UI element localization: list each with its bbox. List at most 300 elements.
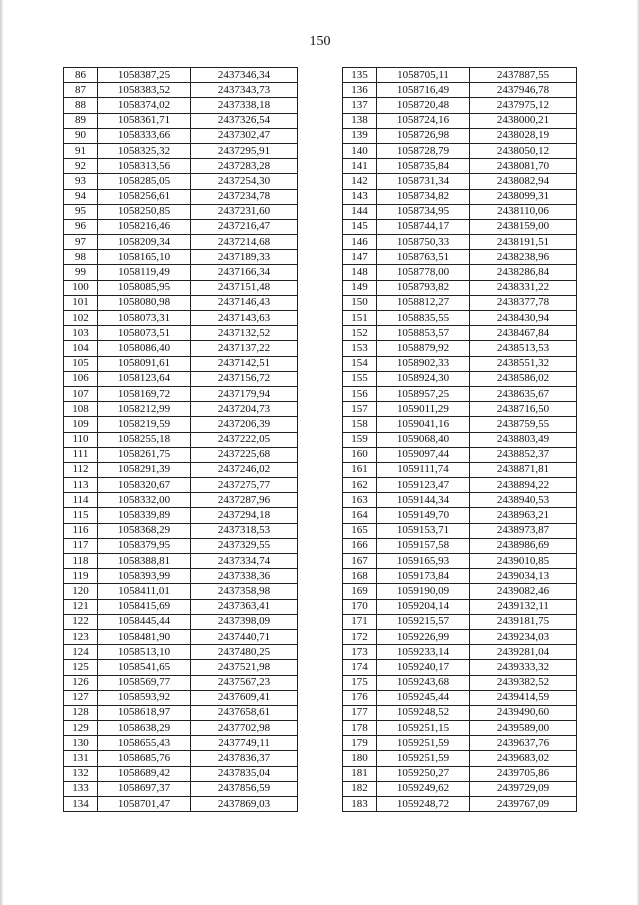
- point-number-cell: 160: [343, 447, 377, 462]
- point-number-cell: 136: [343, 83, 377, 98]
- table-row: [343, 113, 577, 128]
- x-coordinate-cell: 1058388,81: [98, 554, 191, 569]
- y-coordinate-cell: 2437132,52: [191, 326, 298, 341]
- y-coordinate-cell: 2437334,74: [191, 554, 298, 569]
- table-row: [343, 83, 577, 98]
- table-row: [64, 629, 298, 644]
- x-coordinate-cell: 1059226,99: [377, 629, 470, 644]
- point-number-cell: 142: [343, 174, 377, 189]
- table-row: [343, 174, 577, 189]
- x-coordinate-cell: 1058726,98: [377, 128, 470, 143]
- point-number-cell: 126: [64, 675, 98, 690]
- point-number-cell: 157: [343, 402, 377, 417]
- point-number-cell: 90: [64, 128, 98, 143]
- y-coordinate-cell: 2438377,78: [470, 295, 577, 310]
- table-row: [64, 462, 298, 477]
- table-row: [64, 781, 298, 796]
- table-row: [343, 356, 577, 371]
- y-coordinate-cell: 2437302,47: [191, 128, 298, 143]
- y-coordinate-cell: 2437326,54: [191, 113, 298, 128]
- table-row: [343, 554, 577, 569]
- x-coordinate-cell: 1058720,48: [377, 98, 470, 113]
- x-coordinate-cell: 1058313,56: [98, 159, 191, 174]
- point-number-cell: 127: [64, 690, 98, 705]
- table-row: [64, 341, 298, 356]
- y-coordinate-cell: 2437143,63: [191, 311, 298, 326]
- y-coordinate-cell: 2439414,59: [470, 690, 577, 705]
- table-row: [64, 386, 298, 401]
- point-number-cell: 92: [64, 159, 98, 174]
- table-row: [64, 493, 298, 508]
- table-row: [343, 295, 577, 310]
- y-coordinate-cell: 2437343,73: [191, 83, 298, 98]
- table-row: [64, 614, 298, 629]
- y-coordinate-cell: 2437189,33: [191, 250, 298, 265]
- y-coordinate-cell: 2438986,69: [470, 538, 577, 553]
- point-number-cell: 173: [343, 645, 377, 660]
- y-coordinate-cell: 2437204,73: [191, 402, 298, 417]
- y-coordinate-cell: 2439082,46: [470, 584, 577, 599]
- point-number-cell: 103: [64, 326, 98, 341]
- table-row: [64, 538, 298, 553]
- y-coordinate-cell: 2438099,31: [470, 189, 577, 204]
- y-coordinate-cell: 2438871,81: [470, 462, 577, 477]
- table-row: [343, 781, 577, 796]
- y-coordinate-cell: 2438513,53: [470, 341, 577, 356]
- point-number-cell: 147: [343, 250, 377, 265]
- y-coordinate-cell: 2438635,67: [470, 386, 577, 401]
- point-number-cell: 146: [343, 235, 377, 250]
- point-number-cell: 149: [343, 280, 377, 295]
- point-number-cell: 132: [64, 766, 98, 781]
- point-number-cell: 87: [64, 83, 98, 98]
- y-coordinate-cell: 2437287,96: [191, 493, 298, 508]
- point-number-cell: 112: [64, 462, 98, 477]
- y-coordinate-cell: 2437836,37: [191, 751, 298, 766]
- point-number-cell: 159: [343, 432, 377, 447]
- y-coordinate-cell: 2438082,94: [470, 174, 577, 189]
- y-coordinate-cell: 2439234,03: [470, 629, 577, 644]
- point-number-cell: 137: [343, 98, 377, 113]
- y-coordinate-cell: 2439181,75: [470, 614, 577, 629]
- point-number-cell: 174: [343, 660, 377, 675]
- y-coordinate-cell: 2438191,51: [470, 235, 577, 250]
- y-coordinate-cell: 2439683,02: [470, 751, 577, 766]
- x-coordinate-cell: 1059251,59: [377, 751, 470, 766]
- table-row: [64, 402, 298, 417]
- x-coordinate-cell: 1059233,14: [377, 645, 470, 660]
- point-number-cell: 113: [64, 478, 98, 493]
- table-row: [343, 219, 577, 234]
- y-coordinate-cell: 2438940,53: [470, 493, 577, 508]
- point-number-cell: 170: [343, 599, 377, 614]
- x-coordinate-cell: 1059144,34: [377, 493, 470, 508]
- x-coordinate-cell: 1058086,40: [98, 341, 191, 356]
- point-number-cell: 106: [64, 371, 98, 386]
- x-coordinate-cell: 1059215,57: [377, 614, 470, 629]
- point-number-cell: 151: [343, 311, 377, 326]
- point-number-cell: 100: [64, 280, 98, 295]
- x-coordinate-cell: 1058256,61: [98, 189, 191, 204]
- point-number-cell: 111: [64, 447, 98, 462]
- table-row: [64, 721, 298, 736]
- x-coordinate-cell: 1058618,97: [98, 705, 191, 720]
- table-row: [64, 143, 298, 158]
- table-row: [343, 508, 577, 523]
- table-row: [64, 432, 298, 447]
- table-row: [343, 584, 577, 599]
- y-coordinate-cell: 2438286,84: [470, 265, 577, 280]
- x-coordinate-cell: 1059190,09: [377, 584, 470, 599]
- x-coordinate-cell: 1058705,11: [377, 68, 470, 83]
- y-coordinate-cell: 2437214,68: [191, 235, 298, 250]
- point-number-cell: 89: [64, 113, 98, 128]
- point-number-cell: 164: [343, 508, 377, 523]
- y-coordinate-cell: 2439490,60: [470, 705, 577, 720]
- coordinates-table-right: [342, 67, 577, 812]
- y-coordinate-cell: 2438050,12: [470, 143, 577, 158]
- y-coordinate-cell: 2438467,84: [470, 326, 577, 341]
- table-row: [64, 68, 298, 83]
- y-coordinate-cell: 2439281,04: [470, 645, 577, 660]
- x-coordinate-cell: 1058716,49: [377, 83, 470, 98]
- x-coordinate-cell: 1059068,40: [377, 432, 470, 447]
- x-coordinate-cell: 1058374,02: [98, 98, 191, 113]
- table-row: [64, 113, 298, 128]
- point-number-cell: 163: [343, 493, 377, 508]
- x-coordinate-cell: 1058481,90: [98, 629, 191, 644]
- point-number-cell: 116: [64, 523, 98, 538]
- point-number-cell: 123: [64, 629, 98, 644]
- y-coordinate-cell: 2437179,94: [191, 386, 298, 401]
- x-coordinate-cell: 1058593,92: [98, 690, 191, 705]
- table-row: [343, 645, 577, 660]
- x-coordinate-cell: 1058569,77: [98, 675, 191, 690]
- point-number-cell: 175: [343, 675, 377, 690]
- y-coordinate-cell: 2437835,04: [191, 766, 298, 781]
- y-coordinate-cell: 2437338,36: [191, 569, 298, 584]
- page-number: 150: [309, 34, 331, 49]
- x-coordinate-cell: 1058685,76: [98, 751, 191, 766]
- x-coordinate-cell: 1058332,00: [98, 493, 191, 508]
- y-coordinate-cell: 2437480,25: [191, 645, 298, 660]
- table-row: [64, 295, 298, 310]
- x-coordinate-cell: 1058325,32: [98, 143, 191, 158]
- x-coordinate-cell: 1058734,95: [377, 204, 470, 219]
- x-coordinate-cell: 1058735,84: [377, 159, 470, 174]
- table-row: [64, 690, 298, 705]
- y-coordinate-cell: 2437358,98: [191, 584, 298, 599]
- x-coordinate-cell: 1059248,52: [377, 705, 470, 720]
- table-row: [343, 386, 577, 401]
- point-number-cell: 131: [64, 751, 98, 766]
- x-coordinate-cell: 1058415,69: [98, 599, 191, 614]
- x-coordinate-cell: 1058255,18: [98, 432, 191, 447]
- x-coordinate-cell: 1058728,79: [377, 143, 470, 158]
- table-row: [343, 159, 577, 174]
- point-number-cell: 140: [343, 143, 377, 158]
- table-row: [343, 128, 577, 143]
- point-number-cell: 102: [64, 311, 98, 326]
- x-coordinate-cell: 1059011,29: [377, 402, 470, 417]
- x-coordinate-cell: 1058285,05: [98, 174, 191, 189]
- point-number-cell: 114: [64, 493, 98, 508]
- x-coordinate-cell: 1058697,37: [98, 781, 191, 796]
- x-coordinate-cell: 1058339,89: [98, 508, 191, 523]
- table-row: [343, 523, 577, 538]
- point-number-cell: 107: [64, 386, 98, 401]
- y-coordinate-cell: 2438894,22: [470, 478, 577, 493]
- x-coordinate-cell: 1058750,33: [377, 235, 470, 250]
- point-number-cell: 88: [64, 98, 98, 113]
- point-number-cell: 117: [64, 538, 98, 553]
- x-coordinate-cell: 1058655,43: [98, 736, 191, 751]
- point-number-cell: 105: [64, 356, 98, 371]
- point-number-cell: 108: [64, 402, 98, 417]
- scan-left-edge: [0, 0, 3, 905]
- table-row: [343, 371, 577, 386]
- y-coordinate-cell: 2437749,11: [191, 736, 298, 751]
- y-coordinate-cell: 2438081,70: [470, 159, 577, 174]
- table-row: [64, 508, 298, 523]
- point-number-cell: 143: [343, 189, 377, 204]
- y-coordinate-cell: 2437295,91: [191, 143, 298, 158]
- x-coordinate-cell: 1058689,42: [98, 766, 191, 781]
- table-row: [343, 538, 577, 553]
- point-number-cell: 139: [343, 128, 377, 143]
- table-row: [64, 311, 298, 326]
- point-number-cell: 182: [343, 781, 377, 796]
- x-coordinate-cell: 1058924,30: [377, 371, 470, 386]
- table-row: [64, 326, 298, 341]
- y-coordinate-cell: 2437294,18: [191, 508, 298, 523]
- table-row: [64, 797, 298, 812]
- point-number-cell: 104: [64, 341, 98, 356]
- y-coordinate-cell: 2438238,96: [470, 250, 577, 265]
- point-number-cell: 99: [64, 265, 98, 280]
- table-row: [64, 417, 298, 432]
- table-row: [343, 629, 577, 644]
- table-row: [64, 159, 298, 174]
- point-number-cell: 97: [64, 235, 98, 250]
- point-number-cell: 122: [64, 614, 98, 629]
- y-coordinate-cell: 2437142,51: [191, 356, 298, 371]
- table-row: [64, 645, 298, 660]
- point-number-cell: 150: [343, 295, 377, 310]
- x-coordinate-cell: 1058724,16: [377, 113, 470, 128]
- y-coordinate-cell: 2438000,21: [470, 113, 577, 128]
- table-row: [64, 204, 298, 219]
- y-coordinate-cell: 2438028,19: [470, 128, 577, 143]
- y-coordinate-cell: 2438716,50: [470, 402, 577, 417]
- y-coordinate-cell: 2437440,71: [191, 629, 298, 644]
- x-coordinate-cell: 1058169,72: [98, 386, 191, 401]
- x-coordinate-cell: 1058073,31: [98, 311, 191, 326]
- x-coordinate-cell: 1058393,99: [98, 569, 191, 584]
- y-coordinate-cell: 2437363,41: [191, 599, 298, 614]
- table-row: [64, 705, 298, 720]
- table-row: [64, 569, 298, 584]
- point-number-cell: 176: [343, 690, 377, 705]
- x-coordinate-cell: 1058879,92: [377, 341, 470, 356]
- y-coordinate-cell: 2437216,47: [191, 219, 298, 234]
- table-row: [343, 614, 577, 629]
- y-coordinate-cell: 2437137,22: [191, 341, 298, 356]
- table-row: [343, 311, 577, 326]
- point-number-cell: 109: [64, 417, 98, 432]
- y-coordinate-cell: 2438331,22: [470, 280, 577, 295]
- point-number-cell: 181: [343, 766, 377, 781]
- x-coordinate-cell: 1058119,49: [98, 265, 191, 280]
- x-coordinate-cell: 1058445,44: [98, 614, 191, 629]
- table-row: [64, 660, 298, 675]
- point-number-cell: 167: [343, 554, 377, 569]
- x-coordinate-cell: 1059111,74: [377, 462, 470, 477]
- x-coordinate-cell: 1058165,10: [98, 250, 191, 265]
- table-row: [343, 143, 577, 158]
- x-coordinate-cell: 1058513,10: [98, 645, 191, 660]
- x-coordinate-cell: 1058638,29: [98, 721, 191, 736]
- point-number-cell: 138: [343, 113, 377, 128]
- table-row: [343, 478, 577, 493]
- point-number-cell: 95: [64, 204, 98, 219]
- x-coordinate-cell: 1059097,44: [377, 447, 470, 462]
- x-coordinate-cell: 1058541,65: [98, 660, 191, 675]
- point-number-cell: 180: [343, 751, 377, 766]
- point-number-cell: 169: [343, 584, 377, 599]
- x-coordinate-cell: 1059157,58: [377, 538, 470, 553]
- point-number-cell: 110: [64, 432, 98, 447]
- table-row: [343, 280, 577, 295]
- y-coordinate-cell: 2439589,00: [470, 721, 577, 736]
- x-coordinate-cell: 1058209,34: [98, 235, 191, 250]
- x-coordinate-cell: 1058853,57: [377, 326, 470, 341]
- x-coordinate-cell: 1058902,33: [377, 356, 470, 371]
- y-coordinate-cell: 2438551,32: [470, 356, 577, 371]
- table-row: [64, 523, 298, 538]
- table-row: [343, 721, 577, 736]
- x-coordinate-cell: 1058085,95: [98, 280, 191, 295]
- point-number-cell: 158: [343, 417, 377, 432]
- table-row: [64, 675, 298, 690]
- table-row: [343, 736, 577, 751]
- y-coordinate-cell: 2438430,94: [470, 311, 577, 326]
- point-number-cell: 91: [64, 143, 98, 158]
- y-coordinate-cell: 2439729,09: [470, 781, 577, 796]
- x-coordinate-cell: 1058793,82: [377, 280, 470, 295]
- y-coordinate-cell: 2438759,55: [470, 417, 577, 432]
- x-coordinate-cell: 1058080,98: [98, 295, 191, 310]
- x-coordinate-cell: 1058361,71: [98, 113, 191, 128]
- table-row: [64, 250, 298, 265]
- y-coordinate-cell: 2438963,21: [470, 508, 577, 523]
- y-coordinate-cell: 2439034,13: [470, 569, 577, 584]
- x-coordinate-cell: 1058320,67: [98, 478, 191, 493]
- point-number-cell: 179: [343, 736, 377, 751]
- point-number-cell: 172: [343, 629, 377, 644]
- x-coordinate-cell: 1059245,44: [377, 690, 470, 705]
- x-coordinate-cell: 1058212,99: [98, 402, 191, 417]
- x-coordinate-cell: 1059248,72: [377, 797, 470, 812]
- y-coordinate-cell: 2437338,18: [191, 98, 298, 113]
- y-coordinate-cell: 2437856,59: [191, 781, 298, 796]
- table-row: [343, 265, 577, 280]
- point-number-cell: 166: [343, 538, 377, 553]
- point-number-cell: 96: [64, 219, 98, 234]
- y-coordinate-cell: 2439010,85: [470, 554, 577, 569]
- y-coordinate-cell: 2437609,41: [191, 690, 298, 705]
- table-row: [343, 447, 577, 462]
- y-coordinate-cell: 2439767,09: [470, 797, 577, 812]
- point-number-cell: 134: [64, 797, 98, 812]
- y-coordinate-cell: 2437398,09: [191, 614, 298, 629]
- x-coordinate-cell: 1058731,34: [377, 174, 470, 189]
- table-row: [64, 554, 298, 569]
- x-coordinate-cell: 1059173,84: [377, 569, 470, 584]
- point-number-cell: 177: [343, 705, 377, 720]
- y-coordinate-cell: 2437975,12: [470, 98, 577, 113]
- table-row: [64, 280, 298, 295]
- point-number-cell: 119: [64, 569, 98, 584]
- table-row: [64, 265, 298, 280]
- y-coordinate-cell: 2438973,87: [470, 523, 577, 538]
- table-row: [343, 797, 577, 812]
- table-row: [343, 675, 577, 690]
- table-row: [343, 705, 577, 720]
- y-coordinate-cell: 2438852,37: [470, 447, 577, 462]
- y-coordinate-cell: 2437702,98: [191, 721, 298, 736]
- x-coordinate-cell: 1058383,52: [98, 83, 191, 98]
- table-row: [343, 432, 577, 447]
- y-coordinate-cell: 2437567,23: [191, 675, 298, 690]
- x-coordinate-cell: 1059243,68: [377, 675, 470, 690]
- table-row: [64, 174, 298, 189]
- point-number-cell: 144: [343, 204, 377, 219]
- x-coordinate-cell: 1059123,47: [377, 478, 470, 493]
- x-coordinate-cell: 1058333,66: [98, 128, 191, 143]
- table-row: [343, 690, 577, 705]
- y-coordinate-cell: 2439333,32: [470, 660, 577, 675]
- point-number-cell: 156: [343, 386, 377, 401]
- y-coordinate-cell: 2437946,78: [470, 83, 577, 98]
- point-number-cell: 86: [64, 68, 98, 83]
- table-row: [64, 447, 298, 462]
- table-row: [64, 98, 298, 113]
- point-number-cell: 153: [343, 341, 377, 356]
- y-coordinate-cell: 2437521,98: [191, 660, 298, 675]
- point-number-cell: 120: [64, 584, 98, 599]
- x-coordinate-cell: 1059204,14: [377, 599, 470, 614]
- y-coordinate-cell: 2437254,30: [191, 174, 298, 189]
- x-coordinate-cell: 1058763,51: [377, 250, 470, 265]
- table-row: [64, 599, 298, 614]
- point-number-cell: 171: [343, 614, 377, 629]
- x-coordinate-cell: 1058073,51: [98, 326, 191, 341]
- x-coordinate-cell: 1059249,62: [377, 781, 470, 796]
- table-row: [64, 751, 298, 766]
- x-coordinate-cell: 1059149,70: [377, 508, 470, 523]
- point-number-cell: 118: [64, 554, 98, 569]
- table-row: [64, 356, 298, 371]
- table-row: [64, 219, 298, 234]
- table-row: [343, 417, 577, 432]
- point-number-cell: 121: [64, 599, 98, 614]
- y-coordinate-cell: 2438159,00: [470, 219, 577, 234]
- y-coordinate-cell: 2437329,55: [191, 538, 298, 553]
- x-coordinate-cell: 1058812,27: [377, 295, 470, 310]
- y-coordinate-cell: 2437658,61: [191, 705, 298, 720]
- y-coordinate-cell: 2437151,48: [191, 280, 298, 295]
